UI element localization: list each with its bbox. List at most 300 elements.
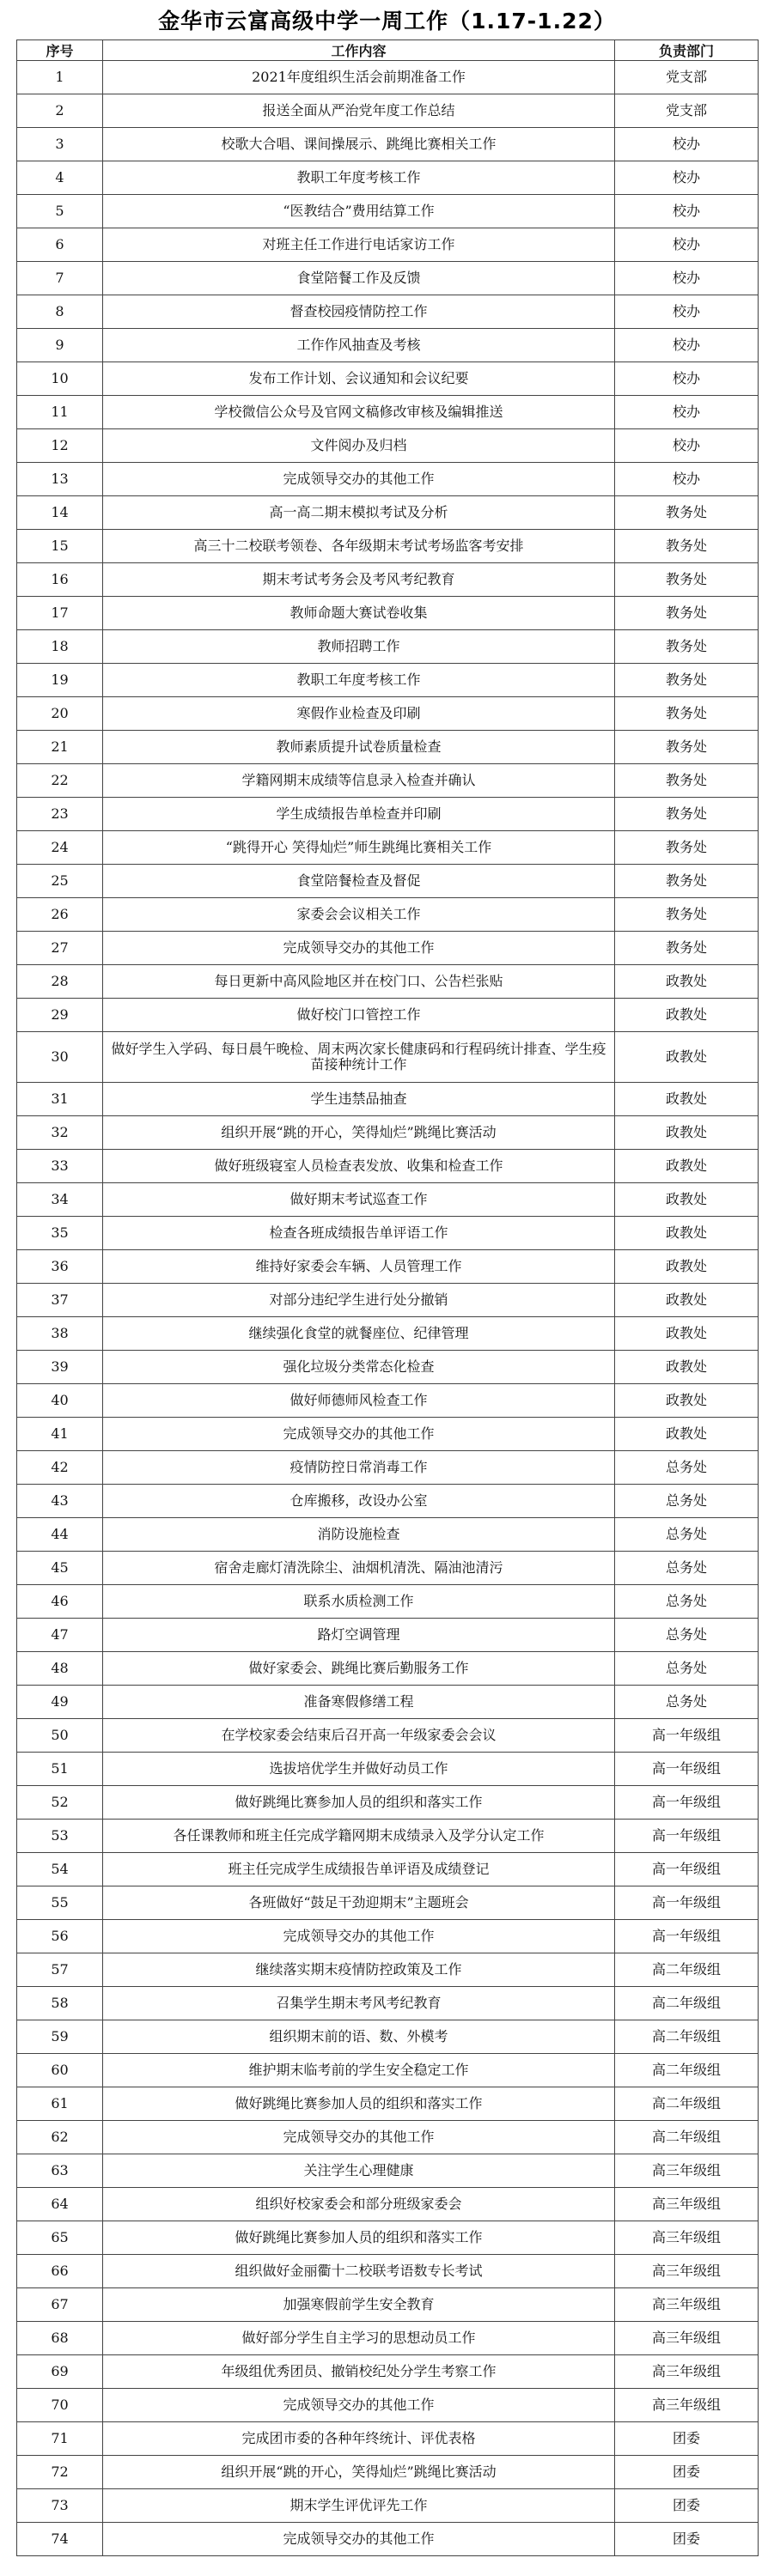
- cell-no: 10: [17, 362, 103, 396]
- header-no: 序号: [17, 40, 103, 61]
- cell-dept: 党支部: [615, 61, 759, 94]
- cell-task: 工作作风抽查及考核: [103, 329, 615, 362]
- table-row: [17, 2188, 759, 2221]
- table-row: [17, 2020, 759, 2054]
- cell-dept: 政教处: [615, 1183, 759, 1217]
- table-row: [17, 1753, 759, 1786]
- cell-task: 组织开展“跳的开心，笑得灿烂”跳绳比赛活动: [103, 1116, 615, 1150]
- document-title: 金华市云富高级中学一周工作（1.17-1.22）: [158, 9, 616, 33]
- cell-task: 教师命题大赛试卷收集: [103, 597, 615, 630]
- cell-no: 28: [17, 965, 103, 999]
- cell-no: 2: [17, 94, 103, 128]
- table-row: [17, 798, 759, 831]
- cell-dept: 高三年级组: [615, 2288, 759, 2322]
- cell-task: 做好校门口管控工作: [103, 999, 615, 1032]
- table-header-row: [17, 40, 759, 61]
- table-row: [17, 731, 759, 764]
- cell-dept: 高二年级组: [615, 1987, 759, 2020]
- cell-dept: 政教处: [615, 1150, 759, 1183]
- cell-task: 期末考试考务会及考风考纪教育: [103, 563, 615, 597]
- cell-dept: 校办: [615, 429, 759, 463]
- cell-task: 宿舍走廊灯清洗除尘、油烟机清洗、隔油池清污: [103, 1552, 615, 1585]
- cell-task: 完成团市委的各种年终统计、评优表格: [103, 2422, 615, 2456]
- cell-dept: 总务处: [615, 1451, 759, 1485]
- cell-no: 21: [17, 731, 103, 764]
- table-row: [17, 463, 759, 496]
- table-row: [17, 1083, 759, 1116]
- cell-no: 31: [17, 1083, 103, 1116]
- cell-dept: 总务处: [615, 1552, 759, 1585]
- cell-task: 教职工年度考核工作: [103, 161, 615, 195]
- cell-no: 4: [17, 161, 103, 195]
- cell-task: 完成领导交办的其他工作: [103, 2121, 615, 2154]
- cell-dept: 校办: [615, 161, 759, 195]
- table-row: [17, 262, 759, 295]
- cell-dept: 教务处: [615, 496, 759, 530]
- cell-no: 59: [17, 2020, 103, 2054]
- cell-dept: 总务处: [615, 1686, 759, 1719]
- cell-task: 维持好家委会车辆、人员管理工作: [103, 1250, 615, 1284]
- cell-task: 做好期末考试巡查工作: [103, 1183, 615, 1217]
- cell-dept: 校办: [615, 128, 759, 161]
- cell-task: 做好学生入学码、每日晨午晚检、周末两次家长健康码和行程码统计排查、学生疫苗接种统计工作: [103, 1032, 615, 1083]
- cell-task: 完成领导交办的其他工作: [103, 1418, 615, 1451]
- table-row: [17, 2389, 759, 2422]
- cell-task: 每日更新中高风险地区并在校门口、公告栏张贴: [103, 965, 615, 999]
- table-row: [17, 965, 759, 999]
- cell-dept: 教务处: [615, 798, 759, 831]
- cell-no: 40: [17, 1384, 103, 1418]
- cell-task: 完成领导交办的其他工作: [103, 2523, 615, 2556]
- cell-dept: 高三年级组: [615, 2389, 759, 2422]
- cell-no: 55: [17, 1886, 103, 1920]
- cell-dept: 高二年级组: [615, 2054, 759, 2087]
- table-row: [17, 2288, 759, 2322]
- cell-dept: 党支部: [615, 94, 759, 128]
- table-row: [17, 2489, 759, 2523]
- cell-task: 学生违禁品抽查: [103, 1083, 615, 1116]
- cell-task: 准备寒假修缮工程: [103, 1686, 615, 1719]
- cell-no: 44: [17, 1518, 103, 1552]
- table-row: [17, 295, 759, 329]
- cell-task: 加强寒假前学生安全教育: [103, 2288, 615, 2322]
- cell-dept: 高三年级组: [615, 2322, 759, 2355]
- cell-task: 高三十二校联考领卷、各年级期末考试考场监客考安排: [103, 530, 615, 563]
- cell-dept: 教务处: [615, 697, 759, 731]
- cell-task: 完成领导交办的其他工作: [103, 932, 615, 965]
- table-row: [17, 865, 759, 898]
- table-row: [17, 2355, 759, 2389]
- cell-task: 强化垃圾分类常态化检查: [103, 1351, 615, 1384]
- table-row: [17, 1032, 759, 1083]
- table-row: [17, 1150, 759, 1183]
- cell-task: 路灯空调管理: [103, 1619, 615, 1652]
- cell-no: 74: [17, 2523, 103, 2556]
- cell-dept: 总务处: [615, 1585, 759, 1619]
- cell-no: 19: [17, 664, 103, 697]
- table-row: [17, 94, 759, 128]
- cell-dept: 高三年级组: [615, 2188, 759, 2221]
- cell-no: 24: [17, 831, 103, 865]
- cell-no: 9: [17, 329, 103, 362]
- cell-no: 69: [17, 2355, 103, 2389]
- table-row: [17, 228, 759, 262]
- cell-task: 消防设施检查: [103, 1518, 615, 1552]
- cell-no: 57: [17, 1953, 103, 1987]
- cell-task: 学生成绩报告单检查并印刷: [103, 798, 615, 831]
- cell-dept: 团委: [615, 2523, 759, 2556]
- cell-task: 联系水质检测工作: [103, 1585, 615, 1619]
- cell-task: 选拔培优学生并做好动员工作: [103, 1753, 615, 1786]
- table-row: [17, 2523, 759, 2556]
- cell-no: 65: [17, 2221, 103, 2255]
- table-row: [17, 1619, 759, 1652]
- table-row: [17, 563, 759, 597]
- cell-task: 寒假作业检查及印刷: [103, 697, 615, 731]
- table-row: [17, 161, 759, 195]
- cell-task: 做好部分学生自主学习的思想动员工作: [103, 2322, 615, 2355]
- cell-dept: 教务处: [615, 831, 759, 865]
- cell-no: 42: [17, 1451, 103, 1485]
- table-row: [17, 2322, 759, 2355]
- cell-no: 8: [17, 295, 103, 329]
- table-row: [17, 1686, 759, 1719]
- cell-task: 组织开展“跳的开心，笑得灿烂”跳绳比赛活动: [103, 2456, 615, 2489]
- table-row: [17, 61, 759, 94]
- cell-dept: 校办: [615, 228, 759, 262]
- cell-task: 食堂陪餐工作及反馈: [103, 262, 615, 295]
- cell-dept: 高一年级组: [615, 1853, 759, 1886]
- cell-dept: 政教处: [615, 1284, 759, 1317]
- cell-task: 疫情防控日常消毒工作: [103, 1451, 615, 1485]
- cell-task: 在学校家委会结束后召开高一年级家委会会议: [103, 1719, 615, 1753]
- cell-no: 6: [17, 228, 103, 262]
- cell-task: 检查各班成绩报告单评语工作: [103, 1217, 615, 1250]
- cell-no: 58: [17, 1987, 103, 2020]
- cell-no: 32: [17, 1116, 103, 1150]
- cell-task: 完成领导交办的其他工作: [103, 463, 615, 496]
- cell-no: 7: [17, 262, 103, 295]
- cell-no: 34: [17, 1183, 103, 1217]
- cell-task: 年级组优秀团员、撤销校纪处分学生考察工作: [103, 2355, 615, 2389]
- cell-dept: 校办: [615, 195, 759, 228]
- cell-dept: 高二年级组: [615, 2087, 759, 2121]
- cell-dept: 总务处: [615, 1652, 759, 1686]
- cell-dept: 校办: [615, 262, 759, 295]
- cell-task: 关注学生心理健康: [103, 2154, 615, 2188]
- cell-no: 41: [17, 1418, 103, 1451]
- table-row: [17, 1485, 759, 1518]
- cell-no: 23: [17, 798, 103, 831]
- table-row: [17, 329, 759, 362]
- cell-dept: 教务处: [615, 664, 759, 697]
- cell-task: 2021年度组织生活会前期准备工作: [103, 61, 615, 94]
- table-row: [17, 831, 759, 865]
- table-row: [17, 2154, 759, 2188]
- cell-no: 18: [17, 630, 103, 664]
- table-row: [17, 429, 759, 463]
- table-row: [17, 128, 759, 161]
- cell-dept: 政教处: [615, 1317, 759, 1351]
- cell-task: 做好跳绳比赛参加人员的组织和落实工作: [103, 2221, 615, 2255]
- cell-no: 46: [17, 1585, 103, 1619]
- cell-task: 做好班级寝室人员检查表发放、收集和检查工作: [103, 1150, 615, 1183]
- cell-no: 15: [17, 530, 103, 563]
- cell-no: 5: [17, 195, 103, 228]
- cell-dept: 高一年级组: [615, 1920, 759, 1953]
- cell-no: 22: [17, 764, 103, 798]
- cell-no: 14: [17, 496, 103, 530]
- cell-dept: 总务处: [615, 1518, 759, 1552]
- cell-no: 36: [17, 1250, 103, 1284]
- cell-no: 27: [17, 932, 103, 965]
- cell-task: 组织期末前的语、数、外模考: [103, 2020, 615, 2054]
- cell-task: 做好家委会、跳绳比赛后勤服务工作: [103, 1652, 615, 1686]
- table-row: [17, 1518, 759, 1552]
- cell-task: 做好跳绳比赛参加人员的组织和落实工作: [103, 2087, 615, 2121]
- cell-dept: 政教处: [615, 1351, 759, 1384]
- cell-no: 71: [17, 2422, 103, 2456]
- cell-dept: 高一年级组: [615, 1820, 759, 1853]
- cell-dept: 高一年级组: [615, 1753, 759, 1786]
- cell-no: 68: [17, 2322, 103, 2355]
- cell-dept: 政教处: [615, 1384, 759, 1418]
- table-row: [17, 630, 759, 664]
- cell-dept: 政教处: [615, 1217, 759, 1250]
- cell-task: 继续落实期末疫情防控政策及工作: [103, 1953, 615, 1987]
- cell-dept: 高一年级组: [615, 1786, 759, 1820]
- cell-dept: 团委: [615, 2456, 759, 2489]
- cell-dept: 政教处: [615, 965, 759, 999]
- cell-dept: 政教处: [615, 999, 759, 1032]
- table-row: [17, 362, 759, 396]
- cell-dept: 教务处: [615, 630, 759, 664]
- cell-no: 26: [17, 898, 103, 932]
- cell-no: 62: [17, 2121, 103, 2154]
- table-row: [17, 1317, 759, 1351]
- cell-dept: 总务处: [615, 1619, 759, 1652]
- cell-dept: 教务处: [615, 932, 759, 965]
- cell-no: 52: [17, 1786, 103, 1820]
- table-row: [17, 1183, 759, 1217]
- cell-no: 1: [17, 61, 103, 94]
- table-row: [17, 697, 759, 731]
- table-row: [17, 396, 759, 429]
- cell-no: 16: [17, 563, 103, 597]
- cell-task: 教师素质提升试卷质量检查: [103, 731, 615, 764]
- cell-dept: 政教处: [615, 1418, 759, 1451]
- table-row: [17, 1250, 759, 1284]
- table-row: [17, 1116, 759, 1150]
- table-row: [17, 1585, 759, 1619]
- weekly-work-table: [16, 39, 759, 2556]
- table-row: [17, 764, 759, 798]
- cell-task: 学籍网期末成绩等信息录入检查并确认: [103, 764, 615, 798]
- cell-dept: 政教处: [615, 1083, 759, 1116]
- cell-task: 校歌大合唱、课间操展示、跳绳比赛相关工作: [103, 128, 615, 161]
- cell-task: 督查校园疫情防控工作: [103, 295, 615, 329]
- table-row: [17, 496, 759, 530]
- table-row: [17, 1886, 759, 1920]
- cell-task: 完成领导交办的其他工作: [103, 2389, 615, 2422]
- cell-no: 38: [17, 1317, 103, 1351]
- cell-task: 发布工作计划、会议通知和会议纪要: [103, 362, 615, 396]
- table-row: [17, 1552, 759, 1585]
- table-row: [17, 1953, 759, 1987]
- cell-dept: 教务处: [615, 597, 759, 630]
- cell-dept: 校办: [615, 329, 759, 362]
- cell-dept: 高一年级组: [615, 1719, 759, 1753]
- cell-no: 29: [17, 999, 103, 1032]
- cell-no: 50: [17, 1719, 103, 1753]
- table-row: [17, 2456, 759, 2489]
- cell-dept: 校办: [615, 362, 759, 396]
- cell-dept: 高三年级组: [615, 2154, 759, 2188]
- cell-no: 3: [17, 128, 103, 161]
- cell-task: 班主任完成学生成绩报告单评语及成绩登记: [103, 1853, 615, 1886]
- table-row: [17, 664, 759, 697]
- table-row: [17, 1351, 759, 1384]
- cell-task: 家委会会议相关工作: [103, 898, 615, 932]
- cell-dept: 政教处: [615, 1250, 759, 1284]
- cell-dept: 高二年级组: [615, 2121, 759, 2154]
- cell-task: 仓库搬移，改设办公室: [103, 1485, 615, 1518]
- cell-task: 学校微信公众号及官网文稿修改审核及编辑推送: [103, 396, 615, 429]
- table-row: [17, 195, 759, 228]
- cell-task: 召集学生期末考风考纪教育: [103, 1987, 615, 2020]
- cell-no: 67: [17, 2288, 103, 2322]
- cell-no: 64: [17, 2188, 103, 2221]
- cell-no: 47: [17, 1619, 103, 1652]
- cell-task: 食堂陪餐检查及督促: [103, 865, 615, 898]
- cell-no: 45: [17, 1552, 103, 1585]
- table-row: [17, 1384, 759, 1418]
- cell-task: 教职工年度考核工作: [103, 664, 615, 697]
- cell-dept: 教务处: [615, 898, 759, 932]
- table-body: [17, 61, 759, 2556]
- cell-task: 教师招聘工作: [103, 630, 615, 664]
- cell-no: 17: [17, 597, 103, 630]
- cell-task: 对部分违纪学生进行处分撤销: [103, 1284, 615, 1317]
- table-row: [17, 1418, 759, 1451]
- cell-task: 各班做好“鼓足干劲迎期末”主题班会: [103, 1886, 615, 1920]
- cell-no: 33: [17, 1150, 103, 1183]
- table-row: [17, 2121, 759, 2154]
- cell-dept: 高二年级组: [615, 1953, 759, 1987]
- table-row: [17, 1652, 759, 1686]
- cell-no: 54: [17, 1853, 103, 1886]
- table-row: [17, 932, 759, 965]
- cell-task: 期末学生评优评先工作: [103, 2489, 615, 2523]
- table-row: [17, 2221, 759, 2255]
- cell-task: “跳得开心 笑得灿烂”师生跳绳比赛相关工作: [103, 831, 615, 865]
- cell-task: 报送全面从严治党年度工作总结: [103, 94, 615, 128]
- table-row: [17, 2054, 759, 2087]
- table-row: [17, 1451, 759, 1485]
- header-dept: 负责部门: [615, 40, 759, 61]
- cell-dept: 高三年级组: [615, 2255, 759, 2288]
- table-row: [17, 597, 759, 630]
- cell-dept: 高一年级组: [615, 1886, 759, 1920]
- cell-no: 30: [17, 1032, 103, 1083]
- cell-no: 12: [17, 429, 103, 463]
- cell-no: 56: [17, 1920, 103, 1953]
- cell-dept: 校办: [615, 463, 759, 496]
- cell-dept: 政教处: [615, 1116, 759, 1150]
- table-row: [17, 898, 759, 932]
- cell-no: 25: [17, 865, 103, 898]
- cell-task: 组织好校家委会和部分班级家委会: [103, 2188, 615, 2221]
- cell-no: 43: [17, 1485, 103, 1518]
- cell-no: 48: [17, 1652, 103, 1686]
- table-row: [17, 1719, 759, 1753]
- cell-no: 61: [17, 2087, 103, 2121]
- cell-dept: 团委: [615, 2489, 759, 2523]
- table-row: [17, 2255, 759, 2288]
- table-row: [17, 530, 759, 563]
- cell-no: 11: [17, 396, 103, 429]
- cell-task: 高一高二期末模拟考试及分析: [103, 496, 615, 530]
- cell-task: 各任课教师和班主任完成学籍网期末成绩录入及学分认定工作: [103, 1820, 615, 1853]
- table-row: [17, 1284, 759, 1317]
- table-row: [17, 1920, 759, 1953]
- cell-dept: 教务处: [615, 731, 759, 764]
- cell-no: 60: [17, 2054, 103, 2087]
- cell-no: 13: [17, 463, 103, 496]
- cell-dept: 总务处: [615, 1485, 759, 1518]
- cell-dept: 高三年级组: [615, 2355, 759, 2389]
- cell-task: 对班主任工作进行电话家访工作: [103, 228, 615, 262]
- cell-task: 继续强化食堂的就餐座位、纪律管理: [103, 1317, 615, 1351]
- table-row: [17, 1820, 759, 1853]
- table-row: [17, 999, 759, 1032]
- cell-no: 35: [17, 1217, 103, 1250]
- cell-dept: 教务处: [615, 563, 759, 597]
- cell-task: 做好师德师风检查工作: [103, 1384, 615, 1418]
- cell-no: 70: [17, 2389, 103, 2422]
- cell-task: “医教结合”费用结算工作: [103, 195, 615, 228]
- table-row: [17, 1987, 759, 2020]
- cell-dept: 高二年级组: [615, 2020, 759, 2054]
- cell-dept: 校办: [615, 295, 759, 329]
- table-row: [17, 2087, 759, 2121]
- table-row: [17, 2422, 759, 2456]
- cell-no: 37: [17, 1284, 103, 1317]
- cell-no: 39: [17, 1351, 103, 1384]
- cell-dept: 教务处: [615, 865, 759, 898]
- cell-task: 完成领导交办的其他工作: [103, 1920, 615, 1953]
- cell-no: 73: [17, 2489, 103, 2523]
- cell-task: 文件阅办及归档: [103, 429, 615, 463]
- cell-no: 20: [17, 697, 103, 731]
- cell-dept: 校办: [615, 396, 759, 429]
- cell-task: 维护期末临考前的学生安全稳定工作: [103, 2054, 615, 2087]
- cell-no: 66: [17, 2255, 103, 2288]
- cell-dept: 团委: [615, 2422, 759, 2456]
- table-row: [17, 1217, 759, 1250]
- header-task: 工作内容: [103, 40, 615, 61]
- cell-dept: 教务处: [615, 764, 759, 798]
- cell-dept: 高三年级组: [615, 2221, 759, 2255]
- cell-no: 63: [17, 2154, 103, 2188]
- cell-dept: 政教处: [615, 1032, 759, 1083]
- table-row: [17, 1786, 759, 1820]
- cell-no: 51: [17, 1753, 103, 1786]
- cell-no: 53: [17, 1820, 103, 1853]
- cell-task: 做好跳绳比赛参加人员的组织和落实工作: [103, 1786, 615, 1820]
- cell-no: 49: [17, 1686, 103, 1719]
- table-row: [17, 1853, 759, 1886]
